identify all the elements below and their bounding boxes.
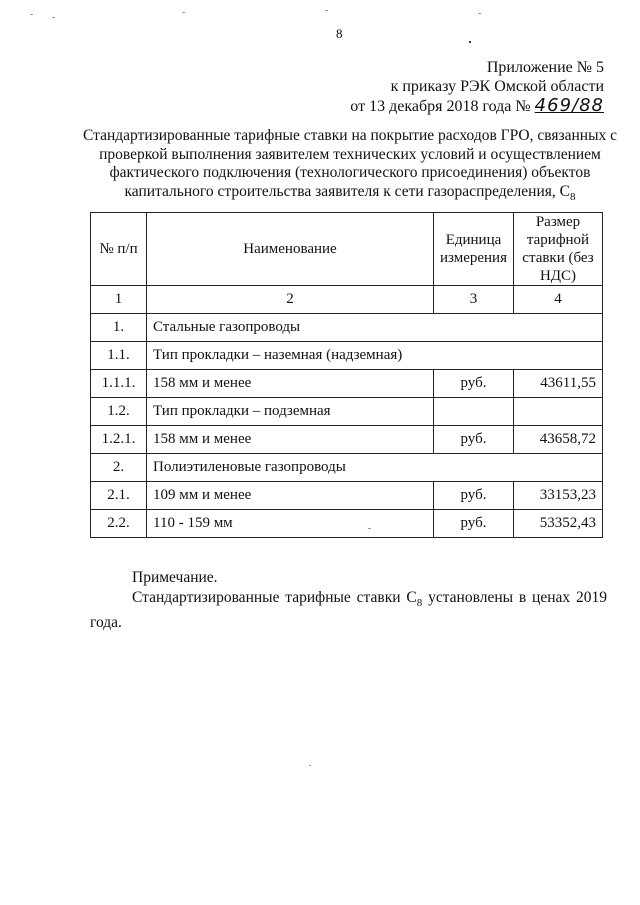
- order-number-handwritten: 469/88: [534, 95, 604, 116]
- row-number: 1.2.: [91, 398, 147, 426]
- row-name: 158 мм и менее: [147, 426, 434, 454]
- row-value: [514, 398, 603, 426]
- note-text-after: установлены в ценах 2019 года.: [90, 589, 608, 632]
- row-name: Стальные газопроводы: [147, 314, 603, 342]
- scan-speck: [309, 765, 311, 766]
- row-value: 43658,72: [514, 426, 603, 454]
- note-label: Примечание.: [132, 569, 218, 586]
- column-number: 4: [514, 286, 603, 314]
- row-number: 1.1.: [91, 342, 147, 370]
- scan-speck: [30, 14, 33, 15]
- column-number: 3: [433, 286, 513, 314]
- table-row: [91, 342, 603, 370]
- scan-speck: [469, 41, 471, 43]
- scan-speck: [478, 13, 481, 14]
- appendix-line-2: к приказу РЭК Омской области: [390, 78, 604, 95]
- header-rate: Размер тарифной ставки (без НДС): [514, 213, 603, 286]
- row-value: 53352,43: [514, 510, 603, 538]
- document-title-text: Стандартизированные тарифные ставки на покрытие расходов ГРО, связанных с проверкой выполнения заявителем технических условий и осуществлением фактического подключения (технологического присоединения) объектов капитального строительства заявителя к сети газораспределения, С: [82, 127, 618, 200]
- page-number: 8: [336, 26, 343, 41]
- table-row: [91, 454, 603, 482]
- table-row: [91, 314, 603, 342]
- row-number: 2.: [91, 454, 147, 482]
- row-number: 1.1.1.: [91, 370, 147, 398]
- note-subscript: 8: [416, 597, 423, 610]
- note-section: [90, 568, 607, 633]
- row-number: 1.2.1.: [91, 426, 147, 454]
- row-unit: [433, 398, 513, 426]
- document-title: [80, 127, 620, 206]
- row-value: 43611,55: [514, 370, 603, 398]
- row-name: Тип прокладки – подземная: [147, 398, 434, 426]
- scan-speck: [52, 17, 55, 18]
- appendix-line-3: [350, 96, 604, 116]
- document-title-subscript: 8: [569, 190, 576, 203]
- row-name: Тип прокладки – наземная (надземная): [147, 342, 603, 370]
- note-text-before: Стандартизированные тарифные ставки С: [132, 589, 417, 606]
- row-unit: руб.: [433, 426, 513, 454]
- tariff-rates-table: [90, 212, 603, 538]
- row-unit: руб.: [433, 370, 513, 398]
- column-numbers-row: [91, 286, 603, 314]
- header-name: Наименование: [147, 213, 434, 286]
- row-number: 1.: [91, 314, 147, 342]
- column-number: 2: [147, 286, 434, 314]
- table-row: [91, 510, 603, 538]
- row-unit: руб.: [433, 482, 513, 510]
- header-number: № п/п: [91, 213, 147, 286]
- scan-speck: [325, 10, 328, 11]
- appendix-line-1: Приложение № 5: [486, 59, 604, 76]
- scan-speck: [182, 12, 185, 13]
- row-name: 110 - 159 мм: [147, 510, 434, 538]
- table-row: [91, 398, 603, 426]
- appendix-header: [350, 58, 604, 116]
- appendix-date: от 13 декабря 2018 года №: [350, 98, 535, 115]
- header-unit: Единица измерения: [433, 213, 513, 286]
- table-row: [91, 370, 603, 398]
- table-header-row: [91, 213, 603, 286]
- row-name: 158 мм и менее: [147, 370, 434, 398]
- row-unit: руб.: [433, 510, 513, 538]
- table-row: [91, 426, 603, 454]
- row-name: 109 мм и менее: [147, 482, 434, 510]
- row-value: 33153,23: [514, 482, 603, 510]
- table-row: [91, 482, 603, 510]
- row-number: 2.2.: [91, 510, 147, 538]
- row-number: 2.1.: [91, 482, 147, 510]
- row-name: Полиэтиленовые газопроводы: [147, 454, 603, 482]
- scan-speck: [368, 528, 371, 529]
- note-text: [90, 588, 607, 633]
- column-number: 1: [91, 286, 147, 314]
